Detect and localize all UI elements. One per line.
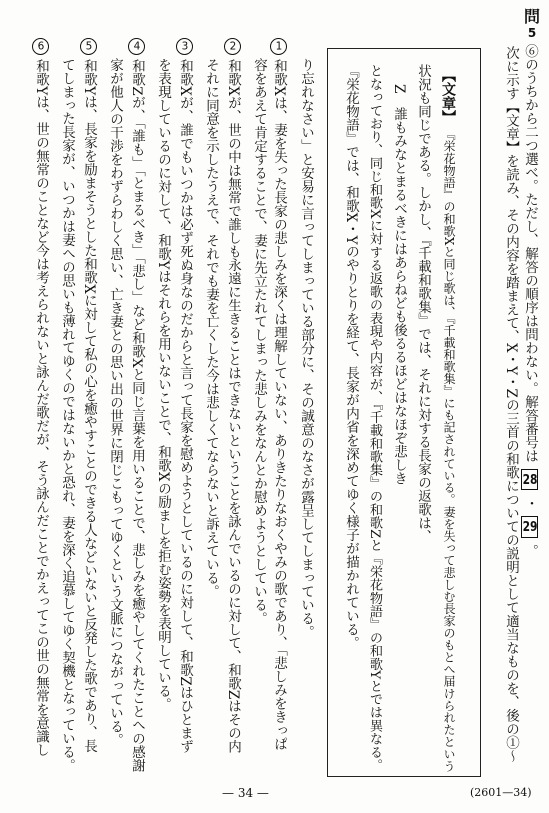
instruction-line-2-text: ⑥のうちから二つ選べ。ただし、解答の順序は問わない。解答番号は: [522, 44, 538, 463]
option-4-line-1: [128, 38, 145, 772]
question-number-value: 5: [527, 26, 537, 40]
answer-number-29: 29: [521, 516, 539, 538]
instruction-line-2: [521, 44, 539, 558]
option-5-text-1: 和歌Yは、長家を励まそうとした和歌Xに対して私の心を癒やすことのできる人などいないと反発した歌であり、長: [81, 59, 97, 753]
option-2-number: 2: [224, 38, 241, 55]
option-5-number: 5: [80, 38, 97, 55]
option-3-text-1: 和歌Xが、誰でもいつかは必ず死ぬ身なのだからと言って長家を慰めようとしているのに対して、和歌Zはひとまず: [177, 59, 193, 754]
question-label: 問: [523, 7, 540, 26]
option-6-line-1: [32, 38, 49, 757]
passage-line-5: 『栄花物語』では、和歌X・Yのやりとりを経て、長家が内省を深めてゆく様子が描かれている。: [343, 64, 359, 650]
option-6-number: 6: [32, 38, 49, 55]
option-1-text-1: 和歌Xは、妻を失った長家の悲しみを深くは理解していない、ありきたりなおくやみの歌であり、「悲しみをきっぱ: [271, 59, 287, 751]
option-1-line-1: [270, 38, 287, 751]
option-3-number: 3: [176, 38, 193, 55]
option-2-line-1: [224, 38, 241, 753]
option-3-line-2: それに同意を示したうえで、それでも妻を亡くした今は悲しくてならないと訴えている。: [203, 58, 219, 598]
option-4-number: 4: [128, 38, 145, 55]
option-4-text-1: 和歌Zが、「誰も」「とまるべき」「悲し」など和歌Xと同じ言葉を用いることで、悲しみを癒やしてくれたことへの感謝: [129, 59, 145, 772]
option-1-line-2: り忘れなさい」と安易に言ってしまっている部分に、その誠意のなさが露呈してしまっている。: [298, 58, 314, 639]
instruction-line-2-end: 。: [522, 544, 538, 558]
passage-label: 【文章】: [440, 68, 456, 124]
option-5-line-2: 家が他人の干渉をわずらわしく思い、亡き妻との思い出の世界に閉じこもってゆくという文脈につながっている。: [107, 58, 123, 747]
option-4-line-2: を表現しているのに対して、和歌Yはそれらを用いないことで、和歌Xの励ましを拒む姿勢を表明している。: [155, 58, 171, 712]
answer-separator: ・: [522, 496, 538, 511]
answer-number-28: 28: [521, 469, 539, 491]
instruction-line-1: 次に示す【文章】を読み、その内容を踏まえて、X・Y・Zの三首の和歌についての説明として適当なものを、後の①〜: [503, 46, 519, 763]
option-3-line-1: [176, 38, 193, 753]
passage-poem-z: Z 誰もみなとまるべきにはあらねども後るるほどはなほぞ悲しき: [391, 84, 407, 485]
passage-line-4: となっており、同じ和歌Xに対する返歌の表現や内容が、『千載和歌集』の和歌Zと『栄花物語』の和歌Yとでは異なる。: [367, 64, 382, 772]
option-6-line-2: てしまった長家が、いつかは妻への思いも薄れてゆくのではないかと恐れ、妻を深く追慕してゆく契機となっている。: [59, 58, 75, 772]
question-number: [521, 8, 543, 40]
option-2-line-2: 容をあえて肯定することで、妻に先立たれてしまった悲しみをなんとか慰めようとしている。: [251, 58, 267, 625]
option-6-text-1: 和歌Yは、世の無常のことなど今は考えられないと詠んだ歌だが、そう詠んだことでかえってこの世の無常を意識し: [33, 59, 49, 757]
passage-line-1: 『栄花物語』の和歌Xと同じ歌は、『千載和歌集』にも記されている。妻を失って悲しむ長家のもとへ届けられたという: [442, 128, 456, 772]
page-code: (2601—34): [470, 786, 532, 799]
page-number: — 34 —: [222, 786, 269, 800]
option-5-line-1: [80, 38, 97, 753]
passage-line-2: 状況も同じである。しかし、『千載和歌集』では、それに対する長家の返歌は、: [415, 64, 431, 544]
option-2-text-1: 和歌Xが、世の中は無常で誰しも永遠に生きることはできないということを詠んでいるのに対して、和歌Zはその内: [225, 59, 241, 754]
option-1-number: 1: [270, 38, 287, 55]
